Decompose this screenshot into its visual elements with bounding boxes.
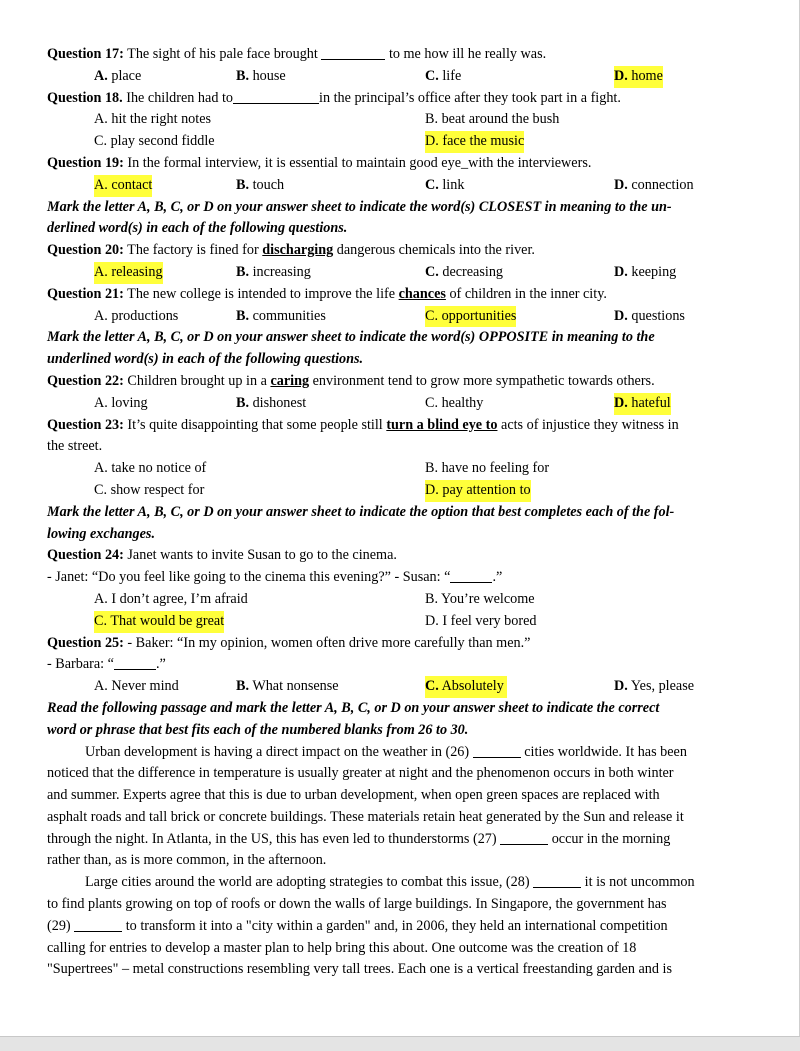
option-a-highlighted[interactable]: A. contact — [94, 175, 152, 197]
options-row — [47, 306, 759, 328]
option-c[interactable]: C. decreasing — [425, 263, 504, 280]
instruction-exchange-cont: lowing exchanges. — [47, 525, 155, 542]
option-b[interactable]: B. have no feeling for — [425, 460, 550, 477]
question-text: environment tend to grow more sympathetic towards others. — [312, 372, 655, 389]
options-row — [47, 175, 759, 197]
question-21 — [47, 284, 759, 306]
option-d-highlighted[interactable]: D. face the music — [425, 131, 524, 153]
question-text: The new college is intended to improve the life — [127, 285, 396, 302]
question-22 — [47, 371, 759, 393]
question-text: In the formal interview, it is essential to maintain good eye_with the interviewers. — [127, 154, 592, 171]
option-d[interactable]: D. I feel very bored — [425, 612, 537, 629]
question-24 — [47, 545, 759, 567]
document-content — [47, 44, 759, 981]
option-a[interactable]: A. Never mind — [94, 678, 179, 695]
question-label: Question 21: — [47, 285, 124, 302]
options-row — [47, 131, 759, 153]
options-row — [47, 393, 759, 415]
question-text: Ihe children had to — [126, 89, 233, 106]
question-19 — [47, 153, 759, 175]
question-label: Question 19: — [47, 154, 124, 171]
option-a[interactable]: A. take no notice of — [94, 460, 207, 477]
passage-blank-28 — [533, 873, 581, 888]
question-text: dangerous chemicals into the river. — [336, 242, 535, 259]
question-label: Question 22: — [47, 372, 124, 389]
question-18 — [47, 88, 759, 110]
options-row — [47, 66, 759, 88]
option-b[interactable]: B. house — [236, 67, 286, 84]
option-a[interactable]: A. I don’t agree, I’m afraid — [94, 590, 248, 607]
question-25 — [47, 633, 759, 655]
option-c-highlighted[interactable]: C. opportunities — [425, 306, 516, 328]
option-a-highlighted[interactable]: A. releasing — [94, 262, 163, 284]
question-label: Question 18. — [47, 89, 123, 106]
instruction-opposite-cont: underlined word(s) in each of the following questions. — [47, 351, 364, 368]
question-text: acts of injustice they witness in — [501, 416, 679, 433]
instruction-closest: Mark the letter A, B, C, or D on your answer sheet to indicate the word(s) CLOSEST in meaning to the un- — [47, 198, 672, 215]
underlined-word: caring — [270, 372, 310, 389]
passage-line: noticed that the difference in temperature is usually greater at night and the phenomenon occurs in both winter — [47, 765, 674, 782]
option-b[interactable]: B. increasing — [236, 263, 311, 280]
passage-blank-29 — [74, 917, 122, 932]
answer-blank — [233, 89, 319, 104]
underlined-phrase: turn a blind eye to — [386, 416, 498, 433]
option-c[interactable]: C. life — [425, 67, 462, 84]
instruction-exchange: Mark the letter A, B, C, or D on your answer sheet to indicate the option that best completes each of the fol- — [47, 503, 675, 520]
option-d-highlighted[interactable]: D. hateful — [614, 393, 671, 415]
question-text: of children in the inner city. — [449, 285, 607, 302]
option-a[interactable]: A. hit the right notes — [94, 111, 212, 128]
passage-line: asphalt roads and tall brick or concrete buildings. These materials retain heat generated by the Sun and release it — [47, 808, 684, 825]
question-text: in the principal’s office after they took part in a fight. — [319, 89, 621, 106]
option-b[interactable]: B. What nonsense — [236, 678, 339, 695]
dialog-line: - Barbara: “ .” — [47, 656, 166, 673]
question-label: Question 23: — [47, 416, 124, 433]
option-d[interactable]: D. connection — [614, 176, 694, 193]
option-d-highlighted[interactable]: D. pay attention to — [425, 480, 531, 502]
question-17 — [47, 44, 759, 66]
option-b[interactable]: B. touch — [236, 176, 285, 193]
question-23 — [47, 415, 759, 437]
passage-line: calling for entries to develop a master plan to help bring this about. One outcome was the creation of 18 — [47, 939, 637, 956]
passage-blank-27 — [500, 830, 548, 845]
question-label: Question 20: — [47, 242, 124, 259]
passage-line: and summer. Experts agree that this is due to urban development, when open green spaces are replaced with — [47, 787, 660, 804]
question-label: Question 17: — [47, 46, 124, 62]
dialog-line: - Janet: “Do you feel like going to the cinema this evening?” - Susan: “ .” — [47, 569, 503, 586]
question-text: Janet wants to invite Susan to go to the cinema. — [127, 547, 397, 564]
option-d[interactable]: D. keeping — [614, 263, 677, 280]
question-label: Question 24: — [47, 547, 124, 564]
option-a[interactable]: A. loving — [94, 394, 148, 411]
options-row — [47, 458, 759, 480]
option-a[interactable]: A. place — [94, 67, 142, 84]
instruction-closest-cont: derlined word(s) in each of the following questions. — [47, 220, 348, 237]
option-c[interactable]: C. play second fiddle — [94, 133, 215, 150]
answer-blank — [321, 45, 385, 60]
option-c-highlighted[interactable]: C. Absolutely — [425, 676, 507, 698]
question-text: The sight of his pale face brought — [127, 46, 318, 62]
option-c[interactable]: C. link — [425, 176, 465, 193]
option-b[interactable]: B. You’re welcome — [425, 590, 535, 607]
answer-blank — [450, 568, 492, 583]
question-text: to me how ill he really was. — [388, 46, 547, 62]
passage-line: through the night. In Atlanta, in the US, this has even led to thunderstorms (27) occur in the morning — [47, 830, 671, 847]
option-d[interactable]: D. Yes, please — [614, 678, 695, 695]
passage-line: to find plants growing on top of roofs or down the walls of large buildings. In Singapore, the government has — [47, 896, 667, 913]
underlined-word: discharging — [262, 242, 334, 259]
option-c[interactable]: C. show respect for — [94, 481, 205, 498]
options-row — [47, 109, 759, 131]
option-b[interactable]: B. communities — [236, 307, 326, 324]
option-d-highlighted[interactable]: D. home — [614, 66, 663, 88]
options-row — [47, 480, 759, 502]
window-bottom-bar — [0, 1036, 800, 1051]
question-23-cont: the street. — [47, 438, 103, 455]
option-c-highlighted[interactable]: C. That would be great — [94, 611, 224, 633]
question-text: - Baker: “In my opinion, women often drive more carefully than men.” — [127, 634, 531, 651]
option-a[interactable]: A. productions — [94, 307, 179, 324]
answer-blank — [114, 655, 156, 670]
passage-line: Urban development is having a direct impact on the weather in (26) cities worldwide. It has been — [85, 743, 687, 760]
option-d[interactable]: D. questions — [614, 307, 685, 324]
question-text: Children brought up in a — [127, 372, 267, 389]
passage-line: "Supertrees" – metal constructions resembling very tall trees. Each one is a vertical freestanding garden and is — [47, 961, 672, 978]
question-20 — [47, 240, 759, 262]
question-text: The factory is fined for — [127, 242, 259, 259]
instruction-passage-cont: word or phrase that best fits each of the numbered blanks from 26 to 30. — [47, 721, 469, 738]
passage-line: (29) to transform it into a "city within a garden" and, in 2006, they held an international competition — [47, 917, 668, 934]
options-row — [47, 676, 759, 698]
options-row — [47, 611, 759, 633]
passage-line: Large cities around the world are adopting strategies to combat this issue, (28) it is not uncommon — [85, 874, 695, 891]
instruction-passage: Read the following passage and mark the letter A, B, C, or D on your answer sheet to indicate the correct — [47, 699, 660, 716]
question-text: It’s quite disappointing that some people still — [127, 416, 383, 433]
question-label: Question 25: — [47, 634, 124, 651]
option-c[interactable]: C. healthy — [425, 394, 484, 411]
option-b[interactable]: B. beat around the bush — [425, 111, 560, 128]
option-b[interactable]: B. dishonest — [236, 394, 307, 411]
options-row — [47, 262, 759, 284]
underlined-word: chances — [398, 285, 446, 302]
passage-line: rather than, as is more common, in the afternoon. — [47, 852, 327, 869]
passage-blank-26 — [473, 743, 521, 758]
instruction-opposite: Mark the letter A, B, C, or D on your answer sheet to indicate the word(s) OPPOSITE in meaning to the — [47, 329, 655, 346]
options-row — [47, 589, 759, 611]
